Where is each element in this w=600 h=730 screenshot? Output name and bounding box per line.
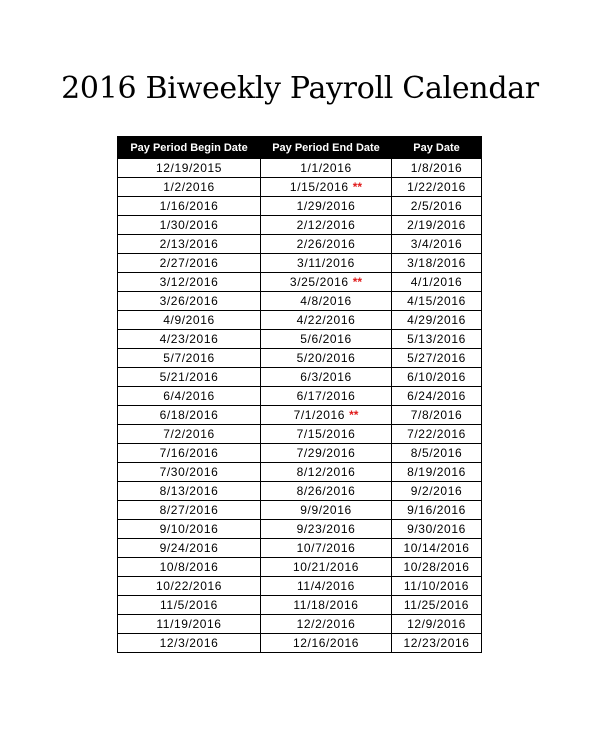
begin-date-cell: 9/10/2016 bbox=[118, 520, 261, 539]
end-date-cell bbox=[261, 539, 392, 558]
begin-date-cell: 7/16/2016 bbox=[118, 444, 261, 463]
table-row bbox=[118, 197, 482, 216]
table-row bbox=[118, 159, 482, 178]
end-date-cell bbox=[261, 558, 392, 577]
table-row bbox=[118, 349, 482, 368]
begin-date-cell: 6/4/2016 bbox=[118, 387, 261, 406]
end-date-text: 9/23/2016 bbox=[296, 522, 356, 536]
begin-date-cell: 2/27/2016 bbox=[118, 254, 261, 273]
holiday-mark: ** bbox=[352, 275, 363, 289]
table-row bbox=[118, 539, 482, 558]
end-date-cell bbox=[261, 577, 392, 596]
table-row bbox=[118, 444, 482, 463]
begin-date-cell: 12/19/2015 bbox=[118, 159, 261, 178]
pay-date-cell: 1/22/2016 bbox=[392, 178, 482, 197]
end-date-cell bbox=[261, 349, 392, 368]
begin-date-cell: 5/7/2016 bbox=[118, 349, 261, 368]
table-row bbox=[118, 368, 482, 387]
end-date-cell bbox=[261, 178, 392, 197]
pay-date-cell: 7/22/2016 bbox=[392, 425, 482, 444]
table-row bbox=[118, 330, 482, 349]
end-date-cell bbox=[261, 634, 392, 653]
begin-date-cell: 11/19/2016 bbox=[118, 615, 261, 634]
pay-date-cell: 11/25/2016 bbox=[392, 596, 482, 615]
table-row bbox=[118, 216, 482, 235]
begin-date-cell: 4/23/2016 bbox=[118, 330, 261, 349]
end-date-text: 6/17/2016 bbox=[296, 389, 356, 403]
pay-date-cell: 6/10/2016 bbox=[392, 368, 482, 387]
table-row bbox=[118, 387, 482, 406]
holiday-mark: ** bbox=[349, 408, 359, 422]
pay-date-cell: 4/29/2016 bbox=[392, 311, 482, 330]
end-date-cell bbox=[261, 292, 392, 311]
end-date-cell bbox=[261, 520, 392, 539]
end-date-text: 2/12/2016 bbox=[296, 218, 356, 232]
table-row bbox=[118, 273, 482, 292]
payroll-table bbox=[117, 136, 482, 653]
begin-date-cell: 3/12/2016 bbox=[118, 273, 261, 292]
end-date-text: 5/6/2016 bbox=[300, 332, 352, 346]
end-date-cell bbox=[261, 444, 392, 463]
end-date-text: 4/8/2016 bbox=[300, 294, 352, 308]
pay-date-cell: 11/10/2016 bbox=[392, 577, 482, 596]
table-row bbox=[118, 178, 482, 197]
begin-date-cell: 9/24/2016 bbox=[118, 539, 261, 558]
end-date-text: 7/29/2016 bbox=[296, 446, 356, 460]
end-date-cell bbox=[261, 216, 392, 235]
end-date-text: 1/15/2016 bbox=[289, 180, 349, 194]
table-row bbox=[118, 615, 482, 634]
table-row bbox=[118, 463, 482, 482]
begin-date-cell: 8/27/2016 bbox=[118, 501, 261, 520]
begin-date-cell: 10/8/2016 bbox=[118, 558, 261, 577]
end-date-cell bbox=[261, 387, 392, 406]
table-row bbox=[118, 501, 482, 520]
table-row bbox=[118, 406, 482, 425]
end-date-text: 8/26/2016 bbox=[296, 484, 356, 498]
pay-date-cell: 12/23/2016 bbox=[392, 634, 482, 653]
pay-date-cell: 5/13/2016 bbox=[392, 330, 482, 349]
pay-date-cell: 3/18/2016 bbox=[392, 254, 482, 273]
end-date-cell bbox=[261, 197, 392, 216]
end-date-text: 12/16/2016 bbox=[292, 636, 360, 650]
end-date-cell bbox=[261, 330, 392, 349]
table-row bbox=[118, 425, 482, 444]
page-title: 2016 Biweekly Payroll Calendar bbox=[61, 71, 539, 106]
pay-date-cell: 9/30/2016 bbox=[392, 520, 482, 539]
pay-date-cell: 2/5/2016 bbox=[392, 197, 482, 216]
end-date-text: 3/25/2016 bbox=[289, 275, 349, 289]
end-date-cell bbox=[261, 311, 392, 330]
table-body bbox=[118, 159, 482, 653]
end-date-cell bbox=[261, 406, 392, 425]
end-date-text: 10/7/2016 bbox=[296, 541, 356, 555]
end-date-text: 8/12/2016 bbox=[296, 465, 356, 479]
end-date-cell bbox=[261, 159, 392, 178]
table-row bbox=[118, 482, 482, 501]
begin-date-cell: 1/2/2016 bbox=[118, 178, 261, 197]
end-date-text: 4/22/2016 bbox=[296, 313, 356, 327]
pay-date-cell: 7/8/2016 bbox=[392, 406, 482, 425]
begin-date-cell: 12/3/2016 bbox=[118, 634, 261, 653]
end-date-text: 9/9/2016 bbox=[300, 503, 352, 517]
end-date-text: 2/26/2016 bbox=[296, 237, 356, 251]
table-row bbox=[118, 292, 482, 311]
begin-date-cell: 10/22/2016 bbox=[118, 577, 261, 596]
table-row bbox=[118, 596, 482, 615]
begin-date-cell: 1/30/2016 bbox=[118, 216, 261, 235]
pay-date-cell: 5/27/2016 bbox=[392, 349, 482, 368]
table-row bbox=[118, 254, 482, 273]
pay-date-cell: 12/9/2016 bbox=[392, 615, 482, 634]
column-header-pay-date: Pay Date bbox=[392, 137, 482, 159]
end-date-text: 5/20/2016 bbox=[296, 351, 356, 365]
end-date-text: 12/2/2016 bbox=[296, 617, 356, 631]
pay-date-cell: 10/28/2016 bbox=[392, 558, 482, 577]
begin-date-cell: 4/9/2016 bbox=[118, 311, 261, 330]
end-date-text: 3/11/2016 bbox=[297, 256, 355, 270]
end-date-text: 10/21/2016 bbox=[292, 560, 360, 574]
pay-date-cell: 8/5/2016 bbox=[392, 444, 482, 463]
pay-date-cell: 10/14/2016 bbox=[392, 539, 482, 558]
pay-date-cell: 6/24/2016 bbox=[392, 387, 482, 406]
table-row bbox=[118, 634, 482, 653]
end-date-text: 1/29/2016 bbox=[296, 199, 356, 213]
begin-date-cell: 1/16/2016 bbox=[118, 197, 261, 216]
begin-date-cell: 2/13/2016 bbox=[118, 235, 261, 254]
table-row bbox=[118, 558, 482, 577]
holiday-mark: ** bbox=[352, 180, 363, 194]
column-header-begin-date: Pay Period Begin Date bbox=[118, 137, 261, 159]
end-date-cell bbox=[261, 425, 392, 444]
begin-date-cell: 8/13/2016 bbox=[118, 482, 261, 501]
table-row bbox=[118, 311, 482, 330]
table-row bbox=[118, 577, 482, 596]
begin-date-cell: 5/21/2016 bbox=[118, 368, 261, 387]
pay-date-cell: 9/16/2016 bbox=[392, 501, 482, 520]
end-date-cell bbox=[261, 596, 392, 615]
end-date-text: 11/18/2016 bbox=[293, 598, 359, 612]
end-date-cell bbox=[261, 273, 392, 292]
end-date-text: 7/15/2016 bbox=[296, 427, 356, 441]
end-date-text: 7/1/2016 bbox=[293, 408, 346, 422]
end-date-cell bbox=[261, 463, 392, 482]
table-header-row bbox=[118, 137, 482, 159]
pay-date-cell: 9/2/2016 bbox=[392, 482, 482, 501]
end-date-cell bbox=[261, 501, 392, 520]
column-header-end-date: Pay Period End Date bbox=[261, 137, 392, 159]
pay-date-cell: 3/4/2016 bbox=[392, 235, 482, 254]
end-date-text: 6/3/2016 bbox=[300, 370, 352, 384]
pay-date-cell: 2/19/2016 bbox=[392, 216, 482, 235]
end-date-text: 1/1/2016 bbox=[300, 161, 352, 175]
end-date-cell bbox=[261, 254, 392, 273]
pay-date-cell: 1/8/2016 bbox=[392, 159, 482, 178]
begin-date-cell: 7/30/2016 bbox=[118, 463, 261, 482]
begin-date-cell: 3/26/2016 bbox=[118, 292, 261, 311]
end-date-cell bbox=[261, 615, 392, 634]
begin-date-cell: 11/5/2016 bbox=[118, 596, 261, 615]
end-date-cell bbox=[261, 235, 392, 254]
end-date-cell bbox=[261, 482, 392, 501]
table-row bbox=[118, 520, 482, 539]
pay-date-cell: 8/19/2016 bbox=[392, 463, 482, 482]
end-date-text: 11/4/2016 bbox=[297, 579, 355, 593]
pay-date-cell: 4/15/2016 bbox=[392, 292, 482, 311]
begin-date-cell: 7/2/2016 bbox=[118, 425, 261, 444]
pay-date-cell: 4/1/2016 bbox=[392, 273, 482, 292]
end-date-cell bbox=[261, 368, 392, 387]
begin-date-cell: 6/18/2016 bbox=[118, 406, 261, 425]
table-row bbox=[118, 235, 482, 254]
